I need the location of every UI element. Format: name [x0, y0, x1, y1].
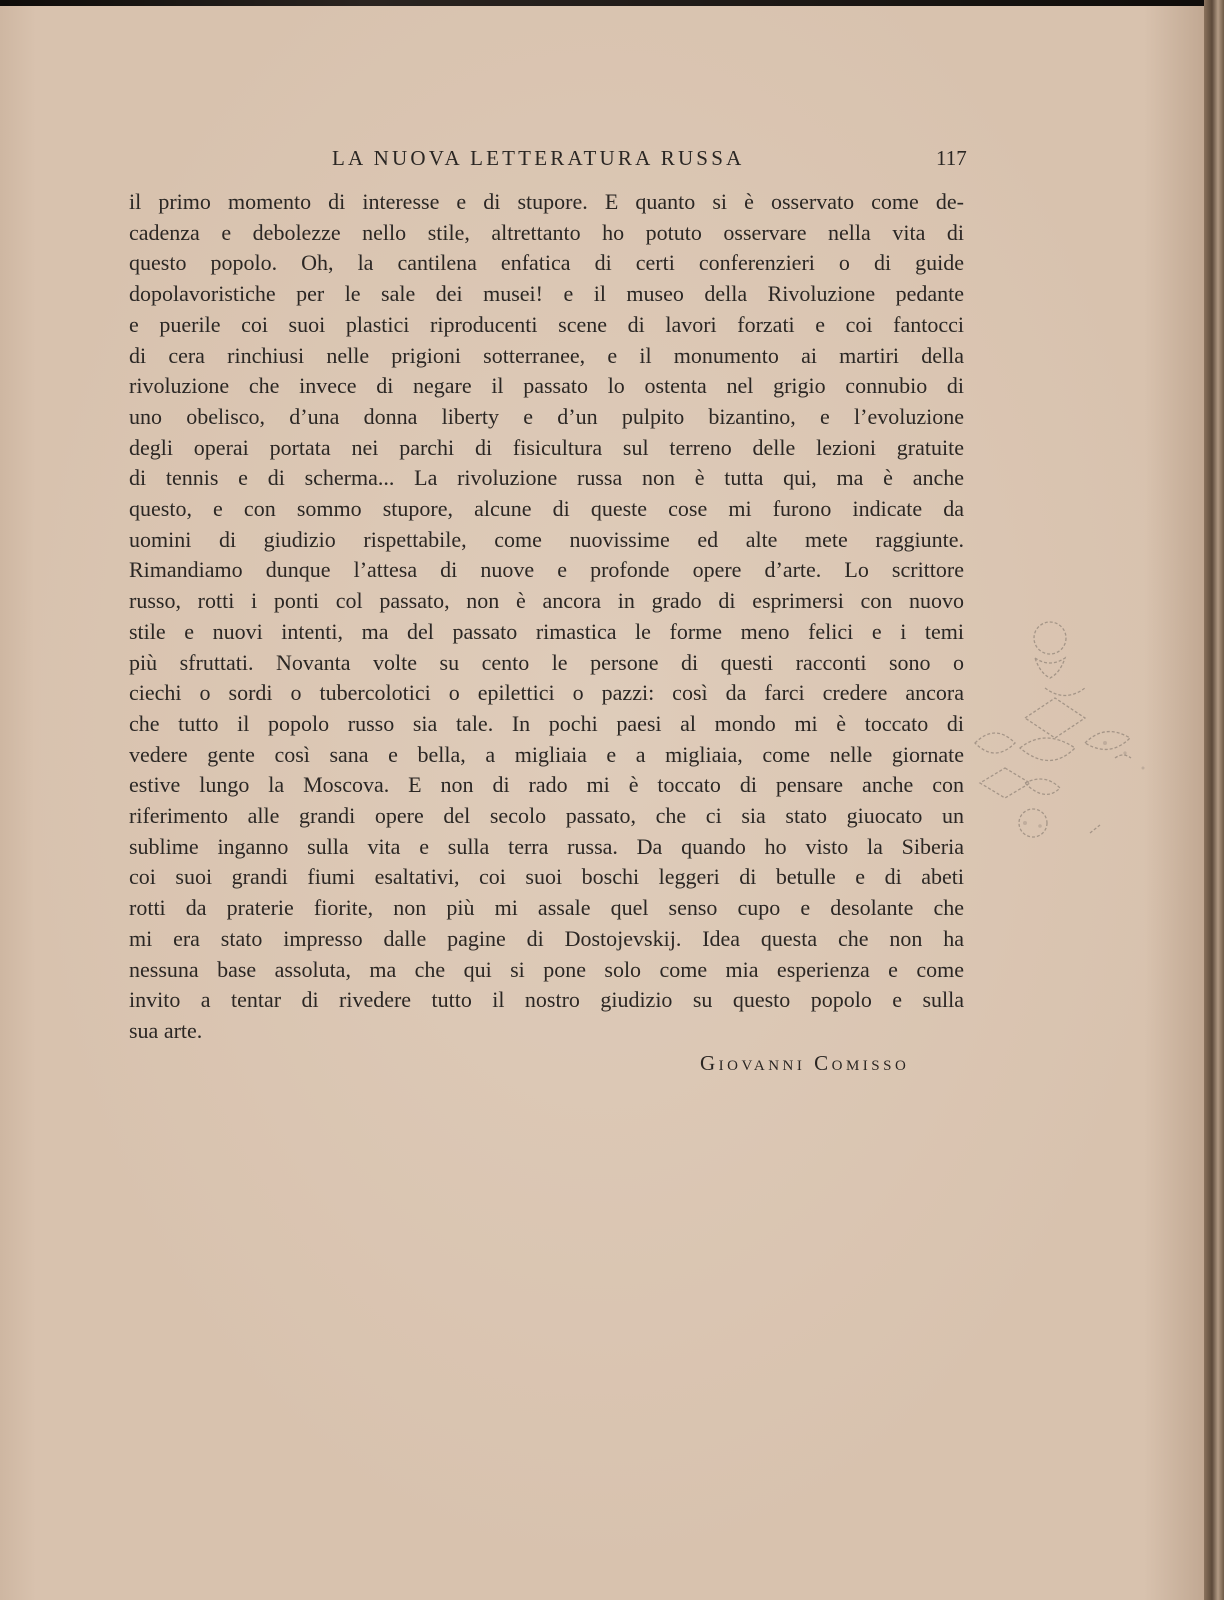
text-line: sublime inganno sulla vita e sulla terra russa. Da quando ho visto la Siberia — [129, 833, 964, 859]
library-stamp-icon — [965, 618, 1165, 868]
author-signature: Giovanni Comisso — [700, 1051, 910, 1075]
text-line: questo popolo. Oh, la cantilena enfatica di certi conferenzieri o di guide — [129, 250, 964, 276]
text-line: russo, rotti i ponti col passato, non è ancora in grado di esprimersi con nuovo — [129, 588, 964, 614]
text-line: invito a tentar di rivedere tutto il nostro giudizio su questo popolo e sulla — [129, 987, 964, 1013]
document-page — [0, 6, 1204, 1600]
text-line: questo, e con sommo stupore, alcune di queste cose mi furono indicate da — [129, 496, 964, 522]
text-line: uno obelisco, d’una donna liberty e d’un pulpito bizantino, e l’evoluzione — [129, 403, 964, 429]
text-line: più sfruttati. Novanta volte su cento le persone di questi racconti sono o — [129, 649, 964, 675]
text-line: rotti da praterie fiorite, non più mi assale quel senso cupo e desolante che — [129, 895, 964, 921]
text-line: vedere gente così sana e bella, a migliaia e a migliaia, come nelle giornate — [129, 741, 964, 767]
text-line: cadenza e debolezze nello stile, altrettanto ho potuto osservare nella vita di — [129, 219, 964, 245]
running-title: LA NUOVA LETTERATURA RUSSA — [332, 146, 745, 170]
text-line: sua arte. — [129, 1017, 203, 1043]
text-line: uomini di giudizio rispettabile, come nuovissime ed alte mete raggiunte. — [129, 526, 964, 552]
text-line: coi suoi grandi fiumi esaltativi, coi suoi boschi leggeri di betulle e di abeti — [129, 864, 964, 890]
text-line: che tutto il popolo russo sia tale. In pochi paesi al mondo mi è toccato di — [129, 710, 964, 736]
scan-right-edge — [1204, 0, 1224, 1600]
text-line: estive lungo la Moscova. E non di rado mi è toccato di pensare anche con — [129, 772, 964, 798]
text-line: e puerile coi suoi plastici riproducenti scene di lavori forzati e coi fantocci — [129, 311, 964, 337]
text-line: ciechi o sordi o tubercolotici o epilettici o pazzi: così da farci credere ancora — [129, 680, 964, 706]
text-line: stile e nuovi intenti, ma del passato rimastica le forme meno felici e i temi — [129, 618, 964, 644]
page-number: 117 — [936, 146, 967, 170]
text-line: rivoluzione che invece di negare il passato lo ostenta nel grigio connubio di — [129, 373, 964, 399]
text-line: degli operai portata nei parchi di fisicultura sul terreno delle lezioni gratuite — [129, 434, 964, 460]
text-line: dopolavoristiche per le sale dei musei! e il museo della Rivoluzione pedante — [129, 281, 964, 307]
text-line: riferimento alle grandi opere del secolo passato, che ci sia stato giuocato un — [129, 803, 964, 829]
text-line: il primo momento di interesse e di stupore. E quanto si è osservato come de- — [129, 189, 964, 214]
text-line: mi era stato impresso dalle pagine di Dostojevskij. Idea questa che non ha — [129, 925, 964, 951]
text-line: nessuna base assoluta, ma che qui si pone solo come mia esperienza e come — [129, 956, 964, 982]
text-line: di cera rinchiusi nelle prigioni sotterranee, e il monumento ai martiri della — [129, 342, 964, 368]
text-line: Rimandiamo dunque l’attesa di nuove e profonde opere d’arte. Lo scrittore — [129, 557, 964, 583]
body-text — [129, 187, 964, 1047]
text-line: di tennis e di scherma... La rivoluzione russa non è tutta qui, ma è anche — [129, 465, 964, 491]
